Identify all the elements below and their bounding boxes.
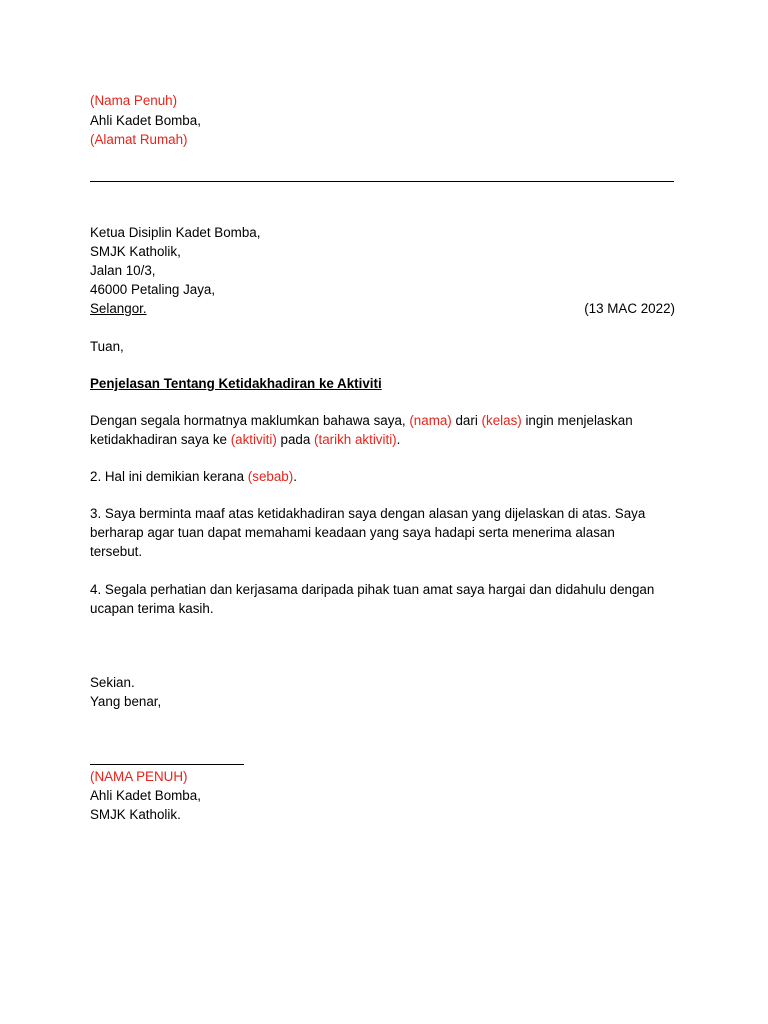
body-paragraph-3: 3. Saya berminta maaf atas ketidakhadiran saya dengan alasan yang dijelaskan di atas. Saya berharap agar tuan dapat memahami keadaan yang saya hadapi serta menerima alasan tersebut. [90, 506, 646, 559]
recipient-line-2: SMJK Katholik, [90, 244, 181, 259]
p1-kelas-placeholder: (kelas) [481, 413, 522, 428]
body-paragraph-2 [90, 467, 680, 486]
signature-role: Ahli Kadet Bomba, [90, 788, 201, 803]
p1-text-3: ingin menjelaskan ketidakhadiran saya ke [90, 413, 633, 447]
signature-name-placeholder: (NAMA PENUH) [90, 769, 188, 784]
salutation: Tuan, [90, 339, 124, 354]
p2-sebab-placeholder: (sebab) [247, 469, 294, 484]
p1-text-2: dari [451, 413, 482, 428]
body-paragraph-4: 4. Segala perhatian dan kerjasama daripada pihak tuan amat saya hargai dan didahulu dengan ucapan terima kasih. [90, 582, 655, 616]
signature-line [90, 764, 244, 765]
p2-text-1: 2. Hal ini demikian kerana [90, 469, 248, 484]
sender-name-placeholder: (Nama Penuh) [90, 93, 178, 108]
p1-nama-placeholder: (nama) [409, 413, 452, 428]
sender-address-placeholder: (Alamat Rumah) [90, 132, 188, 147]
sender-role: Ahli Kadet Bomba, [90, 113, 201, 128]
closing-line-1: Sekian. [90, 675, 135, 690]
p1-text-4: pada [276, 432, 315, 447]
p1-text-1: Dengan segala hormatnya maklumkan bahawa saya, [90, 413, 410, 428]
recipient-line-3: Jalan 10/3, [90, 263, 156, 278]
recipient-line-4: 46000 Petaling Jaya, [90, 282, 216, 297]
recipient-line-5: Selangor. [90, 301, 147, 316]
signature-school: SMJK Katholik. [90, 807, 181, 822]
recipient-line-1: Ketua Disiplin Kadet Bomba, [90, 225, 261, 240]
p1-aktiviti-placeholder: (aktiviti) [230, 432, 277, 447]
p1-tarikh-placeholder: (tarikh aktiviti) [314, 432, 397, 447]
letter-subject: Penjelasan Tentang Ketidakhadiran ke Aktiviti [90, 376, 382, 391]
p1-text-5: . [396, 432, 401, 447]
header-divider [90, 181, 674, 182]
closing-line-2: Yang benar, [90, 694, 162, 709]
letter-date: (13 MAC 2022) [584, 301, 675, 316]
body-paragraph-1 [90, 411, 680, 449]
p2-text-2: . [293, 469, 297, 484]
